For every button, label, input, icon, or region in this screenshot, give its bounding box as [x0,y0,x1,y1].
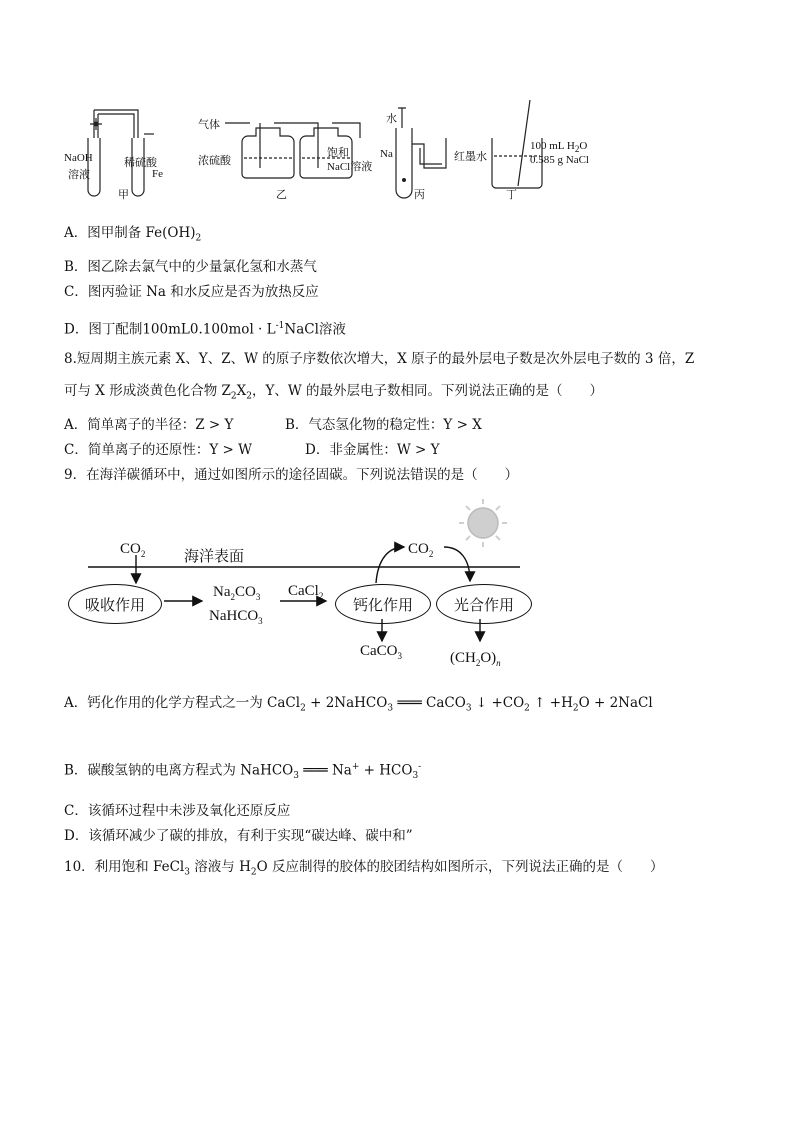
q7-option-c: C．图丙验证 Na 和水反应是否为放热反应 [64,284,319,300]
ding-water-label: 100 mL $H_2O$ [530,140,588,155]
co2-top-label: $CO_2$ [408,541,434,559]
ocean-surface-label: 海洋表面 [184,547,245,565]
q8-option-d: D．非金属性：W > Y [305,442,440,458]
q9-option-c: C．该循环过程中未涉及氧化还原反应 [64,803,291,819]
q8-option-c: C．简单离子的还原性：Y > W [64,442,253,458]
yi-bottle-1 [242,128,294,178]
yi-gas-label: 气体 [198,119,220,131]
yi-conc-acid-label: 浓硫酸 [198,155,231,167]
q8-option-a: A．简单离子的半径：Z > Y [64,417,234,433]
yi-caption: 乙 [276,188,287,201]
bing-red-ink-label: 红墨水 [454,151,487,163]
absorption-node: 吸收作用 [68,584,162,624]
ch2o-label: $(CH_2O)_n$ [450,650,501,668]
jia-acid-label: 稀硫酸 [124,157,157,169]
ding-caption: 丁 [506,188,517,201]
q7-option-d: D．图丁配制$100mL0.100mol \cdot L^{-1}NaCl$溶液 [64,321,346,338]
ding-rod [518,100,530,186]
yi-nacl-label: NaCl溶液 [327,161,373,173]
q9-option-a: A．钙化作用的化学方程式之一为 CaCl$_2$ + 2NaHCO$_3$ ═══ CaCO$_3$ ↓ $+CO_2$ ↑ $+H_2O$ + 2NaCl [64,695,653,714]
q8-stem-line2: 可与 X 形成淡黄色化合物 $Z_2X_2$，Y、W 的最外层电子数相同。下列说法正确的是（ ） [64,383,604,402]
yi-saturated-label: 饱和 [327,147,349,159]
jia-solution-label: 溶液 [68,169,90,181]
q8-option-b: B．气态氢化物的稳定性：Y > X [285,417,482,433]
jia-caption: 甲 [118,188,129,201]
bing-water-label: 水 [386,113,397,125]
bing-funnel [398,108,406,128]
co2-left-label: $CO_2$ [120,541,146,559]
calcification-node: 钙化作用 [335,584,431,624]
bing-caption: 丙 [414,188,425,201]
ding-nacl-label: 0.585 g NaCl [530,154,589,166]
jia-naoh-label: NaOH [64,152,93,164]
sun-icon [459,499,507,547]
bing-u-tube [412,138,446,168]
photosynthesis-node: 光合作用 [436,584,532,624]
q9-stem: 9．在海洋碳循环中，通过如图所示的途径固碳。下列说法错误的是（ ） [64,467,519,483]
bing-tube [396,128,412,198]
cacl2-label: CaCl$_2$ [288,583,324,601]
q7-option-b: B．图乙除去氯气中的少量氯化氢和水蒸气 [64,259,317,275]
jia-fe-label: Fe [152,168,163,180]
q9-option-d: D．该循环减少了碳的排放，有利于实现“碳达峰、碳中和” [64,828,413,844]
bing-na-label: Na [380,148,393,160]
q9-option-b: B．碳酸氢钠的电离方程式为 NaHCO$_3$ ═══ $Na^+ + HCO_3^-$ [64,762,422,782]
q7-option-a: A．图甲制备 $Fe(OH)_2$ [64,225,202,244]
nahco3-label: NaHCO$_3$ [209,608,263,626]
caco3-label: CaCO$_3$ [360,643,402,661]
na2co3-label: $Na_2CO_3$ [213,584,261,602]
q8-stem-line1: 8.短周期主族元素 X、Y、Z、W 的原子序数依次增大，X 原子的最外层电子数是次外层电子数的 3 倍，Z [64,351,695,367]
q10-stem: 10．利用饱和 FeCl$_3$ 溶液与 $H_2O$ 反应制得的胶体的胶团结构如图所示，下列说法正确的是（ ） [64,859,664,878]
